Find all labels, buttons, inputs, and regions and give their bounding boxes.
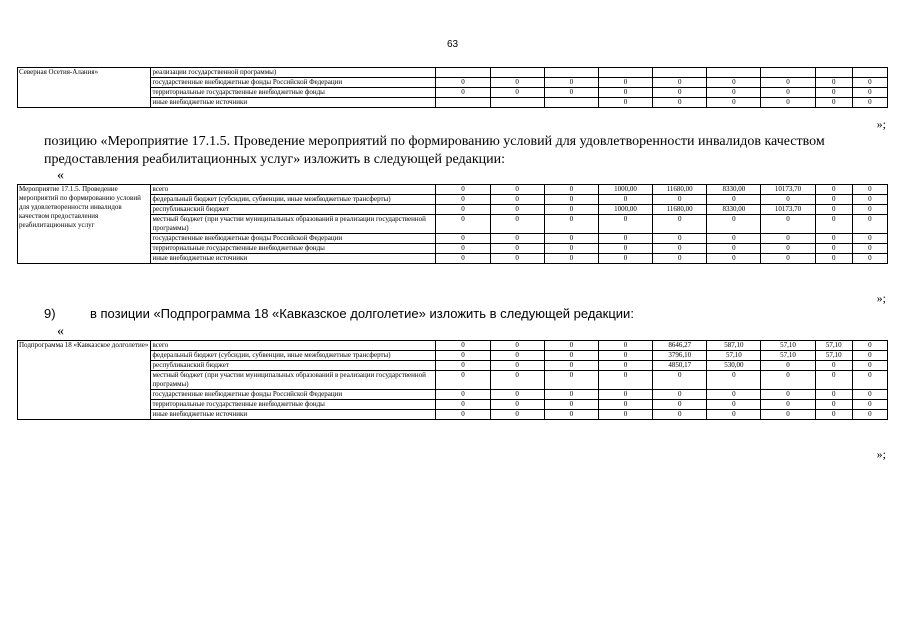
value-cell: 0 <box>852 341 887 351</box>
opening-quote: « <box>57 168 64 183</box>
value-cell: 0 <box>436 254 490 264</box>
value-cell: 57,10 <box>815 341 852 351</box>
value-cell: 0 <box>815 400 852 410</box>
value-cell: 0 <box>761 371 815 390</box>
value-cell: 0 <box>815 215 852 234</box>
value-cell: 0 <box>761 244 815 254</box>
value-cell: 3796,10 <box>653 351 707 361</box>
source-label: иные внебюджетные источники <box>151 410 436 420</box>
value-cell: 0 <box>852 244 887 254</box>
value-cell: 0 <box>490 234 544 244</box>
value-cell: 0 <box>815 205 852 215</box>
value-cell: 0 <box>598 390 652 400</box>
value-cell: 0 <box>653 400 707 410</box>
value-cell: 0 <box>598 254 652 264</box>
value-cell: 0 <box>598 361 652 371</box>
value-cell: 0 <box>544 185 598 195</box>
value-cell: 0 <box>436 244 490 254</box>
value-cell: 0 <box>653 371 707 390</box>
value-cell: 0 <box>490 371 544 390</box>
value-cell: 0 <box>852 205 887 215</box>
value-cell: 0 <box>598 410 652 420</box>
value-cell: 8646,27 <box>653 341 707 351</box>
value-cell: 0 <box>544 371 598 390</box>
value-cell: 0 <box>815 195 852 205</box>
budget-table-continuation <box>17 67 888 108</box>
value-cell: 0 <box>436 234 490 244</box>
value-cell: 0 <box>490 185 544 195</box>
value-cell: 0 <box>815 244 852 254</box>
value-cell: 0 <box>707 195 761 205</box>
subprogram-name-cell: Подпрограмма 18 «Кавказское долголетие» <box>18 341 151 420</box>
table-row: государственные внебюджетные фонды Российской Федерации 0 0 0 0 0 0 0 0 0 <box>18 78 888 88</box>
value-cell: 0 <box>436 185 490 195</box>
value-cell: 0 <box>490 254 544 264</box>
value-cell: 0 <box>653 390 707 400</box>
value-cell: 0 <box>436 205 490 215</box>
value-cell: 0 <box>436 371 490 390</box>
table-row <box>18 341 888 351</box>
value-cell: 0 <box>653 195 707 205</box>
value-cell: 0 <box>544 400 598 410</box>
value-cell: 0 <box>761 215 815 234</box>
value-cell: 57,10 <box>761 351 815 361</box>
value-cell: 0 <box>852 361 887 371</box>
opening-quote: « <box>57 324 64 339</box>
item-text: в позиции «Подпрограмма 18 «Кавказское долголетие» изложить в следующей редакции: <box>90 306 634 321</box>
value-cell: 57,10 <box>815 351 852 361</box>
value-cell: 0 <box>815 185 852 195</box>
value-cell: 0 <box>707 244 761 254</box>
value-cell: 0 <box>707 234 761 244</box>
value-cell: 0 <box>653 234 707 244</box>
source-label: республиканский бюджет <box>151 205 436 215</box>
value-cell: 0 <box>707 371 761 390</box>
value-cell: 0 <box>707 410 761 420</box>
value-cell: 0 <box>490 400 544 410</box>
item-number: 9) <box>44 306 56 321</box>
value-cell: 0 <box>761 361 815 371</box>
value-cell: 4850,17 <box>653 361 707 371</box>
value-cell: 0 <box>544 205 598 215</box>
source-label: иные внебюджетные источники <box>151 254 436 264</box>
value-cell: 0 <box>490 341 544 351</box>
value-cell: 0 <box>852 185 887 195</box>
value-cell: 0 <box>653 410 707 420</box>
value-cell: 0 <box>761 254 815 264</box>
table-row: иные внебюджетные источники 0 0 0 0 0 0 <box>18 98 888 108</box>
value-cell: 0 <box>436 400 490 410</box>
source-label: всего <box>151 185 436 195</box>
source-label: территориальные государственные внебюджетные фонды <box>151 400 436 410</box>
measure-name-cell: Мероприятие 17.1.5. Проведение мероприятий по формированию условий для удовлетворенности инвалидов качеством предоставления реабилитационных услуг <box>18 185 151 264</box>
value-cell: 0 <box>436 351 490 361</box>
value-cell: 0 <box>815 390 852 400</box>
value-cell: 0 <box>761 400 815 410</box>
value-cell: 0 <box>490 205 544 215</box>
table-row: территориальные государственные внебюджетные фонды 0 0 0 0 0 0 0 0 0 <box>18 88 888 98</box>
value-cell: 0 <box>490 351 544 361</box>
source-label: местный бюджет (при участии муниципальных образований в реализации государственной программы) <box>151 215 436 234</box>
value-cell: 57,10 <box>707 351 761 361</box>
value-cell: 0 <box>852 410 887 420</box>
value-cell: 0 <box>815 234 852 244</box>
value-cell: 0 <box>544 390 598 400</box>
value-cell: 0 <box>490 195 544 205</box>
value-cell: 0 <box>815 361 852 371</box>
value-cell: 0 <box>707 400 761 410</box>
value-cell: 11680,00 <box>653 185 707 195</box>
value-cell: 0 <box>544 234 598 244</box>
value-cell: 0 <box>852 195 887 205</box>
value-cell: 0 <box>653 254 707 264</box>
source-label: территориальные государственные внебюджетные фонды <box>151 88 436 98</box>
source-label: местный бюджет (при участии муниципальных образований в реализации государственной программы) <box>151 371 436 390</box>
amendment-paragraph: позицию «Мероприятие 17.1.5. Проведение мероприятий по формированию условий для удовлетворенности инвалидов качеством предоставления реабилитационных услуг» изложить в следующей редакции: <box>44 134 825 167</box>
value-cell: 0 <box>490 390 544 400</box>
source-label: государственные внебюджетные фонды Российской Федерации <box>151 390 436 400</box>
value-cell: 0 <box>490 361 544 371</box>
value-cell: 57,10 <box>761 341 815 351</box>
value-cell: 0 <box>852 371 887 390</box>
value-cell: 0 <box>436 390 490 400</box>
value-cell: 0 <box>490 244 544 254</box>
measure-17-1-5-table <box>17 184 888 264</box>
value-cell: 0 <box>490 410 544 420</box>
value-cell: 0 <box>598 215 652 234</box>
table-row <box>18 185 888 195</box>
source-label: территориальные государственные внебюджетные фонды <box>151 244 436 254</box>
value-cell: 0 <box>490 215 544 234</box>
value-cell: 0 <box>815 371 852 390</box>
value-cell: 0 <box>598 400 652 410</box>
value-cell: 0 <box>815 410 852 420</box>
value-cell: 1000,00 <box>598 205 652 215</box>
value-cell: 0 <box>598 351 652 361</box>
value-cell: 0 <box>852 215 887 234</box>
source-label: государственные внебюджетные фонды Российской Федерации <box>151 234 436 244</box>
closing-quote: »; <box>876 117 886 131</box>
value-cell: 0 <box>598 341 652 351</box>
table-row <box>18 68 888 78</box>
value-cell: 0 <box>544 195 598 205</box>
value-cell: 0 <box>544 410 598 420</box>
region-cell: Северная Осетия-Алания» <box>18 68 151 108</box>
value-cell: 0 <box>544 254 598 264</box>
value-cell: 1000,00 <box>598 185 652 195</box>
closing-quote: »; <box>876 447 886 461</box>
value-cell: 0 <box>436 361 490 371</box>
value-cell: 0 <box>544 341 598 351</box>
closing-quote: »; <box>876 291 886 305</box>
value-cell: 0 <box>852 390 887 400</box>
value-cell: 0 <box>544 361 598 371</box>
value-cell: 0 <box>852 351 887 361</box>
value-cell: 0 <box>436 195 490 205</box>
value-cell: 0 <box>544 244 598 254</box>
item-9 <box>44 306 884 322</box>
value-cell: 0 <box>852 234 887 244</box>
value-cell: 0 <box>761 410 815 420</box>
value-cell: 0 <box>598 195 652 205</box>
value-cell: 0 <box>436 341 490 351</box>
page-number: 63 <box>446 39 459 50</box>
value-cell: 530,00 <box>707 361 761 371</box>
value-cell: 0 <box>436 215 490 234</box>
value-cell: 0 <box>598 371 652 390</box>
value-cell: 0 <box>761 195 815 205</box>
value-cell: 8330,00 <box>707 205 761 215</box>
value-cell: 0 <box>653 215 707 234</box>
value-cell: 0 <box>598 234 652 244</box>
value-cell: 0 <box>707 254 761 264</box>
value-cell: 10173,70 <box>761 185 815 195</box>
value-cell: 587,10 <box>707 341 761 351</box>
subprogram-18-table <box>17 340 888 420</box>
source-label: реализации государственной программы) <box>151 68 436 78</box>
value-cell: 11680,00 <box>653 205 707 215</box>
value-cell: 0 <box>544 215 598 234</box>
value-cell: 0 <box>815 254 852 264</box>
source-label: всего <box>151 341 436 351</box>
value-cell: 0 <box>598 244 652 254</box>
value-cell: 0 <box>436 410 490 420</box>
source-label: федеральный бюджет (субсидии, субвенции, иные межбюджетные трансферты) <box>151 195 436 205</box>
value-cell: 0 <box>761 390 815 400</box>
source-label: иные внебюджетные источники <box>151 98 436 108</box>
value-cell: 0 <box>761 234 815 244</box>
value-cell: 0 <box>544 351 598 361</box>
source-label: государственные внебюджетные фонды Российской Федерации <box>151 78 436 88</box>
source-label: федеральный бюджет (субсидии, субвенции, иные межбюджетные трансферты) <box>151 351 436 361</box>
source-label: республиканский бюджет <box>151 361 436 371</box>
value-cell: 0 <box>653 244 707 254</box>
value-cell: 0 <box>707 215 761 234</box>
value-cell: 0 <box>707 390 761 400</box>
value-cell: 10173,70 <box>761 205 815 215</box>
value-cell: 0 <box>852 254 887 264</box>
value-cell: 0 <box>852 400 887 410</box>
value-cell: 8330,00 <box>707 185 761 195</box>
